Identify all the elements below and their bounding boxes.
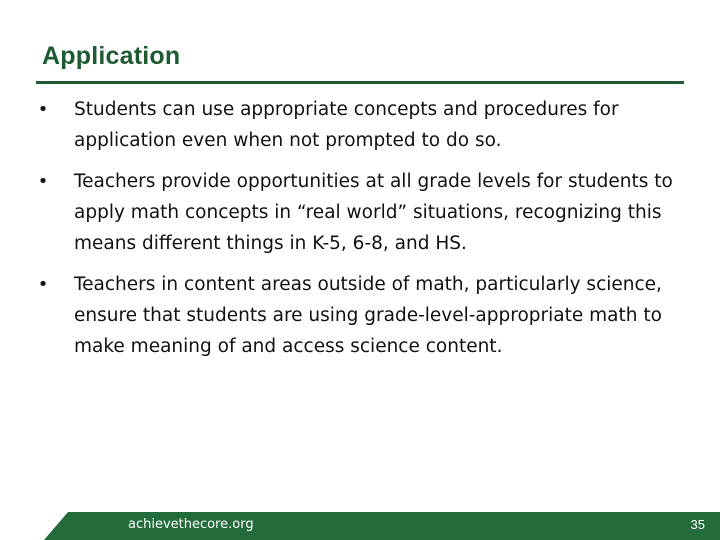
- bullet-item: [36, 269, 676, 362]
- bullet-text: Students can use appropriate concepts and procedures for application even when not prompted to do so.: [74, 99, 619, 151]
- bullet-text: Teachers provide opportunities at all grade levels for students to apply math concepts in “real world” situations, recognizing this means different things in K-5, 6-8, and HS.: [74, 171, 673, 254]
- footer-url: achievethecore.org: [128, 517, 254, 532]
- bullet-icon: •: [37, 171, 49, 192]
- title-underline: [36, 81, 684, 84]
- bullet-item: [36, 166, 676, 259]
- bullet-text: Teachers in content areas outside of math, particularly science, ensure that students are using grade-level-appropriate math to make meaning of and access science content.: [74, 274, 662, 357]
- bullet-icon: •: [37, 99, 49, 120]
- bullet-item: [36, 94, 676, 156]
- page-number: 35: [690, 517, 705, 532]
- bullet-icon: •: [37, 274, 49, 295]
- bullet-list: [36, 94, 676, 372]
- footer-bar: [0, 512, 720, 540]
- slide-title: Application: [42, 42, 181, 70]
- footer-band: [0, 512, 720, 540]
